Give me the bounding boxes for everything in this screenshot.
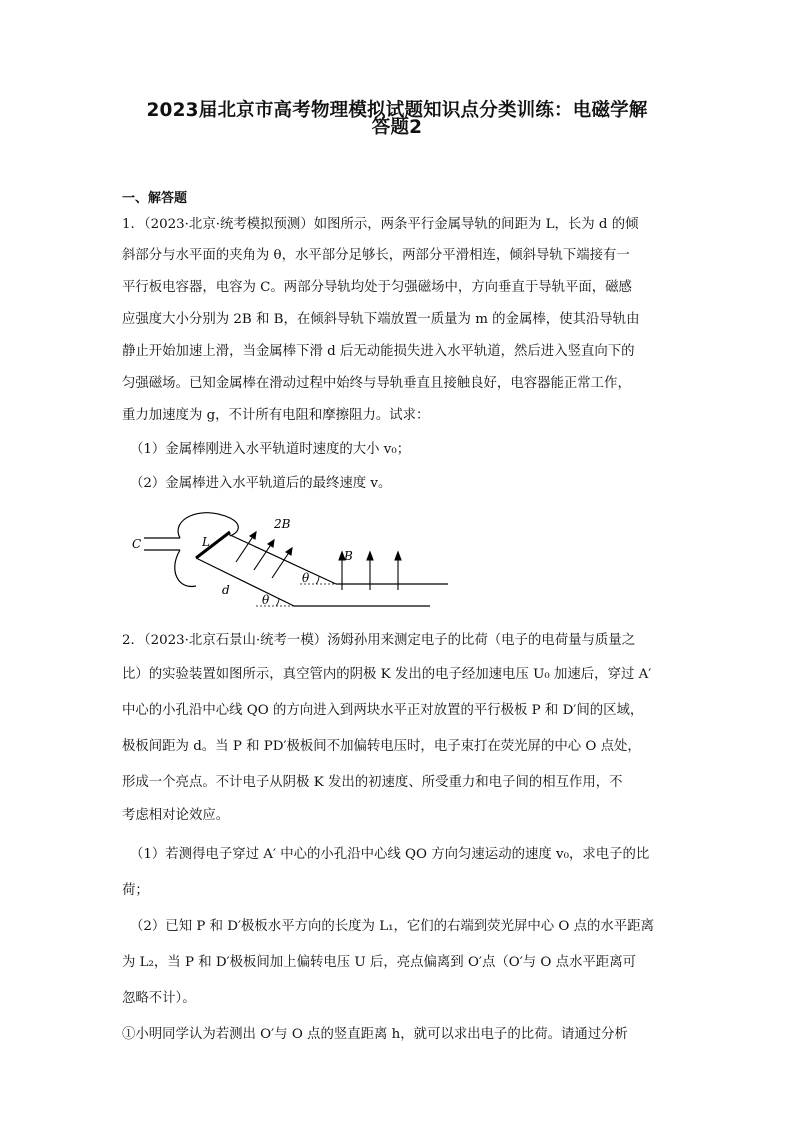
- label-b: B: [344, 549, 353, 563]
- q1-line: 平行板电容器，电容为 C。两部分导轨均处于匀强磁场中，方向垂直于导轨平面，磁感: [122, 280, 632, 295]
- q2-subquestion-2: （2）已知 P 和 D′极板水平方向的长度为 L₁，它们的右端到荧光屏中心 O 点的水平距离: [130, 919, 654, 934]
- q2-subquestion-2-cont: 忽略不计）。: [122, 991, 196, 1006]
- field-2b-arrows: [236, 532, 292, 578]
- q2-subquestion-1-cont: 荷；: [122, 883, 149, 898]
- label-2b: 2B: [274, 517, 291, 531]
- q2-line: 比）的实验装置如图所示，真空管内的阴极 K 发出的电子经加速电压 U₀ 加速后，穿过 A′: [122, 667, 652, 682]
- incline-rail-top: [228, 534, 336, 584]
- q1-line: 匀强磁场。已知金属棒在滑动过程中始终与导轨垂直且接触良好，电容器能正常工作，: [122, 376, 631, 391]
- q2-line: 2．（2023·北京石景山·统考一模）汤姆孙用来测定电子的比荷（电子的电荷量与质量之: [122, 633, 636, 648]
- wire-bottom: [175, 550, 196, 587]
- q2-line: 中心的小孔沿中心线 QO 的方向进入到两块水平正对放置的平行极板 P 和 D′间的区域，: [122, 703, 644, 718]
- q1-subquestion-1: （1）金属棒刚进入水平轨道时速度的大小 v₀；: [130, 442, 411, 457]
- page-title-line-1: 2023届北京市高考物理模拟试题知识点分类训练：电磁学解: [146, 100, 648, 121]
- q1-line: 应强度大小分别为 2B 和 B，在倾斜导轨下端放置一质量为 m 的金属棒，使其沿导轨由: [122, 312, 640, 327]
- q2-line: 形成一个亮点。不计电子从阴极 K 发出的初速度、所受重力和电子间的相互作用，不: [122, 775, 623, 790]
- q1-subquestion-2: （2）金属棒进入水平轨道后的最终速度 v。: [130, 476, 392, 491]
- section-heading: 一、解答题: [122, 191, 188, 206]
- label-theta-bottom: θ: [262, 593, 270, 607]
- q1-line: 重力加速度为 g，不计所有电阻和摩擦阻力。试求：: [122, 408, 430, 423]
- rail-diagram: [130, 510, 460, 620]
- angle-arc-top: [316, 576, 319, 584]
- q1-line: 静止开始加速上滑，当金属棒下滑 d 后无动能损失进入水平轨道，然后进入竖直向下的: [122, 344, 635, 359]
- q1-line: 1．（2023·北京·统考模拟预测）如图所示，两条平行金属导轨的间距为 L，长为 d 的倾: [122, 217, 639, 232]
- q2-subquestion-1: （1）若测得电子穿过 A′ 中心的小孔沿中心线 QO 方向匀速运动的速度 v₀，求电子的比: [130, 847, 650, 862]
- q2-line: 极板间距为 d。当 P 和 PD′极板间不加偏转电压时，电子束打在荧光屏的中心 O 点处，: [122, 739, 641, 754]
- label-c: C: [132, 537, 142, 551]
- q2-subquestion-2-part-1: ①小明同学认为若测出 O′与 O 点的竖直距离 h，就可以求出电子的比荷。请通过分析: [122, 1027, 628, 1042]
- q1-line: 斜部分与水平面的夹角为 θ，水平部分足够长，两部分平滑相连，倾斜导轨下端接有一: [122, 248, 630, 263]
- q2-subquestion-2-cont: 为 L₂，当 P 和 D′极板间加上偏转电压 U 后，亮点偏离到 O′点（O′与 O 点水平距离可: [122, 955, 636, 970]
- label-d: d: [222, 583, 230, 597]
- label-l: L: [202, 535, 210, 549]
- angle-arc-bottom: [276, 598, 279, 606]
- q2-line: 考虑相对论效应。: [122, 808, 230, 823]
- label-theta-top: θ: [302, 571, 310, 585]
- page-title-line-2: 答题2: [371, 117, 423, 138]
